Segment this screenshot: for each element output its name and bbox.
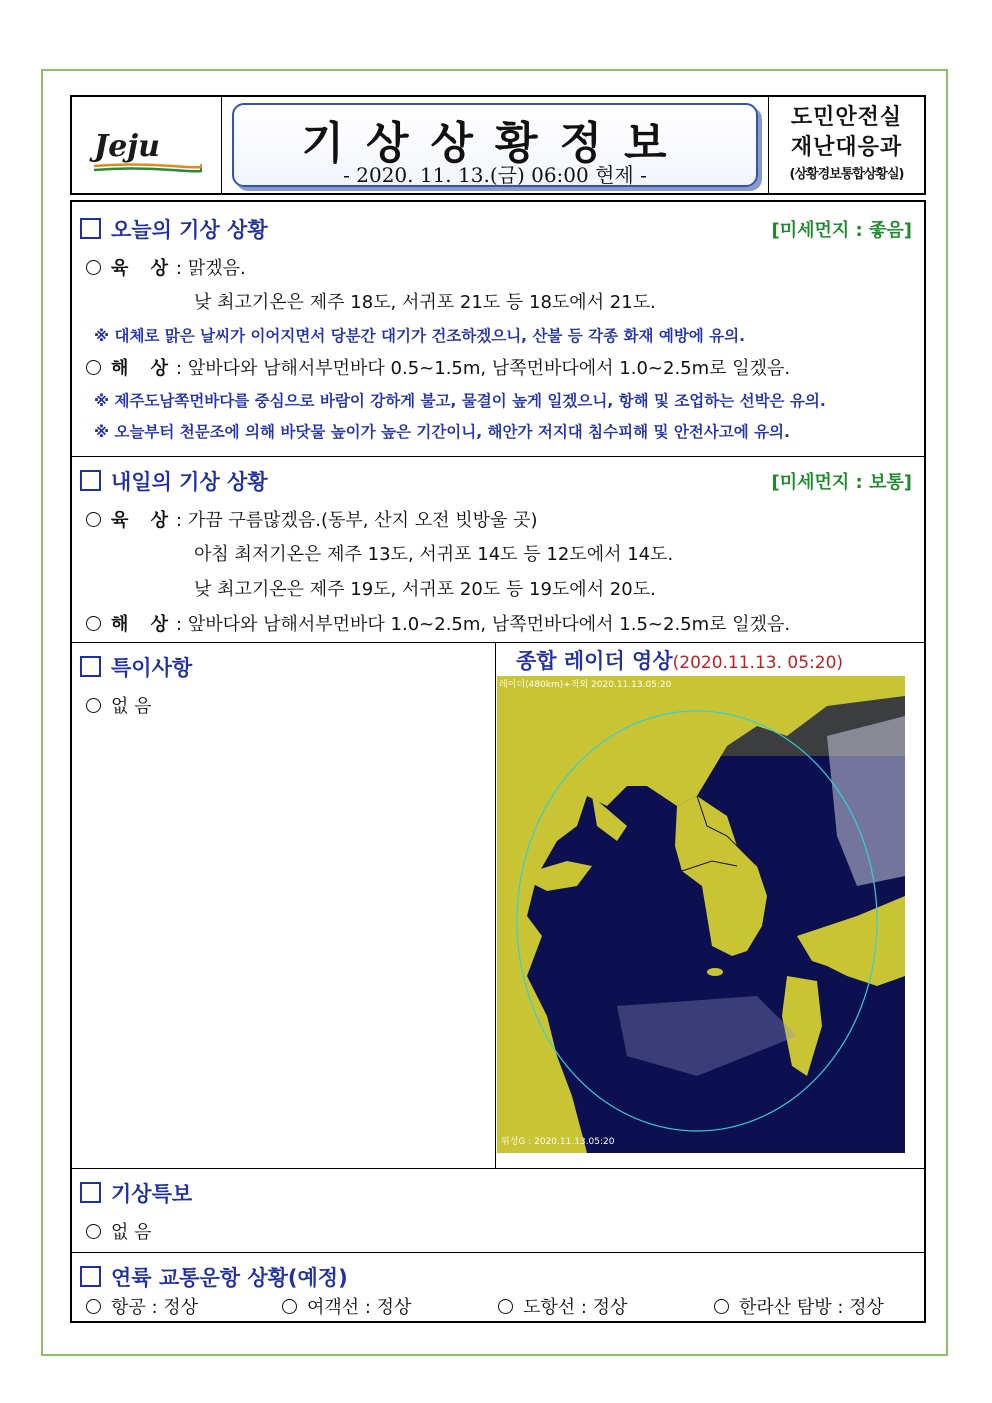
dept-name-3: (상황경보통합상황실) <box>789 167 904 182</box>
transport-ferry: 여객선 : 정상 <box>282 1293 411 1319</box>
today-sea: 해 상: 앞바다와 남해서부먼바다 0.5~1.5m, 남쪽먼바다에서 1.0~2.5m로 일겠음. <box>86 354 790 380</box>
checkbox-icon <box>80 218 101 239</box>
tomorrow-sea: 해 상: 앞바다와 남해서부먼바다 1.0~2.5m, 남쪽먼바다에서 1.5~2.5m로 일겠음. <box>86 610 790 636</box>
report-body <box>70 200 926 1323</box>
section-title: 오늘의 기상 상황 <box>111 218 268 242</box>
transport-island-ferry: 도항선 : 정상 <box>498 1293 627 1319</box>
checkbox-icon <box>80 1182 101 1203</box>
today-note-fire: ※ 대체로 맑은 날씨가 이어지면서 당분간 대기가 건조하겠으니, 산불 등 각종 화재 예방에 유의. <box>94 327 745 345</box>
section-special <box>80 652 192 682</box>
section-title: 특이사항 <box>111 656 193 680</box>
today-land: 육 상: 맑겠음. <box>86 254 246 280</box>
logo-wave-icon <box>92 163 202 173</box>
department <box>768 97 924 193</box>
checkbox-icon <box>80 656 101 677</box>
section-title: 내일의 기상 상황 <box>111 470 268 494</box>
special-item: 없 음 <box>86 692 152 718</box>
tomorrow-land-high: 낮 최고기온은 제주 19도, 서귀포 20도 등 19도에서 20도. <box>194 579 656 600</box>
today-note-tide: ※ 오늘부터 천문조에 의해 바닷물 높이가 높은 기간이니, 해안가 저지대 침수피해 및 안전사고에 유의. <box>94 423 790 441</box>
section-tomorrow <box>80 466 268 496</box>
radar-map-icon <box>497 676 905 1153</box>
radar-time: (2020.11.13. 05:20) <box>672 653 844 673</box>
dept-name-1: 도민안전실 <box>790 105 903 130</box>
jeju-logo: Jeju <box>94 129 160 164</box>
circle-bullet-icon <box>86 360 101 375</box>
transport-air: 항공 : 정상 <box>86 1293 198 1319</box>
circle-bullet-icon <box>86 260 101 275</box>
checkbox-icon <box>80 470 101 491</box>
radar-image-footer: 위성G : 2020.11.13.05:20 <box>501 1137 615 1147</box>
circle-bullet-icon <box>714 1299 729 1314</box>
today-note-wind: ※ 제주도남쪽먼바다를 중심으로 바람이 강하게 불고, 물결이 높게 일겠으니, 항해 및 조업하는 선박은 유의. <box>94 392 826 410</box>
dept-name-2: 재난대응과 <box>790 135 903 160</box>
circle-bullet-icon <box>282 1299 297 1314</box>
section-title: 기상특보 <box>111 1182 193 1206</box>
section-title: 연륙 교통운항 상황(예정) <box>111 1266 348 1290</box>
circle-bullet-icon <box>86 512 101 527</box>
checkbox-icon <box>80 1266 101 1287</box>
section-transport <box>80 1262 348 1292</box>
today-land-temp: 낮 최고기온은 제주 18도, 서귀포 21도 등 18도에서 21도. <box>194 292 656 313</box>
logo-cell <box>72 97 222 193</box>
warning-item: 없 음 <box>86 1218 152 1244</box>
divider <box>72 1252 924 1253</box>
circle-bullet-icon <box>86 698 101 713</box>
circle-bullet-icon <box>86 1299 101 1314</box>
report-datetime: - 2020. 11. 13.(금) 06:00 현제 - <box>343 163 647 187</box>
divider <box>72 642 924 643</box>
radar-title: 종합 레이더 영상(2020.11.13. 05:20) <box>516 649 844 673</box>
title-box <box>232 103 758 187</box>
section-today <box>80 214 268 244</box>
circle-bullet-icon <box>86 616 101 631</box>
report-header <box>70 95 926 195</box>
section-warning <box>80 1178 192 1208</box>
column-divider <box>495 643 496 1169</box>
fine-dust-tomorrow: [미세먼지 : 보통] <box>771 472 912 493</box>
fine-dust-today: [미세먼지 : 좋음] <box>771 220 912 241</box>
radar-image-header: 레이더(480km)+적외 2020.11.13.05:20 <box>499 680 672 690</box>
page-title: 기상상황정보 <box>301 118 689 169</box>
divider <box>72 456 924 457</box>
transport-hallasan: 한라산 탐방 : 정상 <box>714 1293 884 1319</box>
divider <box>72 1168 924 1169</box>
tomorrow-land-low: 아침 최저기온은 제주 13도, 서귀포 14도 등 12도에서 14도. <box>194 544 674 565</box>
circle-bullet-icon <box>498 1299 513 1314</box>
radar-image <box>497 676 905 1153</box>
tomorrow-land: 육 상: 가끔 구름많겠음.(동부, 산지 오전 빗방울 곳) <box>86 506 538 532</box>
circle-bullet-icon <box>86 1224 101 1239</box>
weather-report-sheet <box>70 95 926 1323</box>
